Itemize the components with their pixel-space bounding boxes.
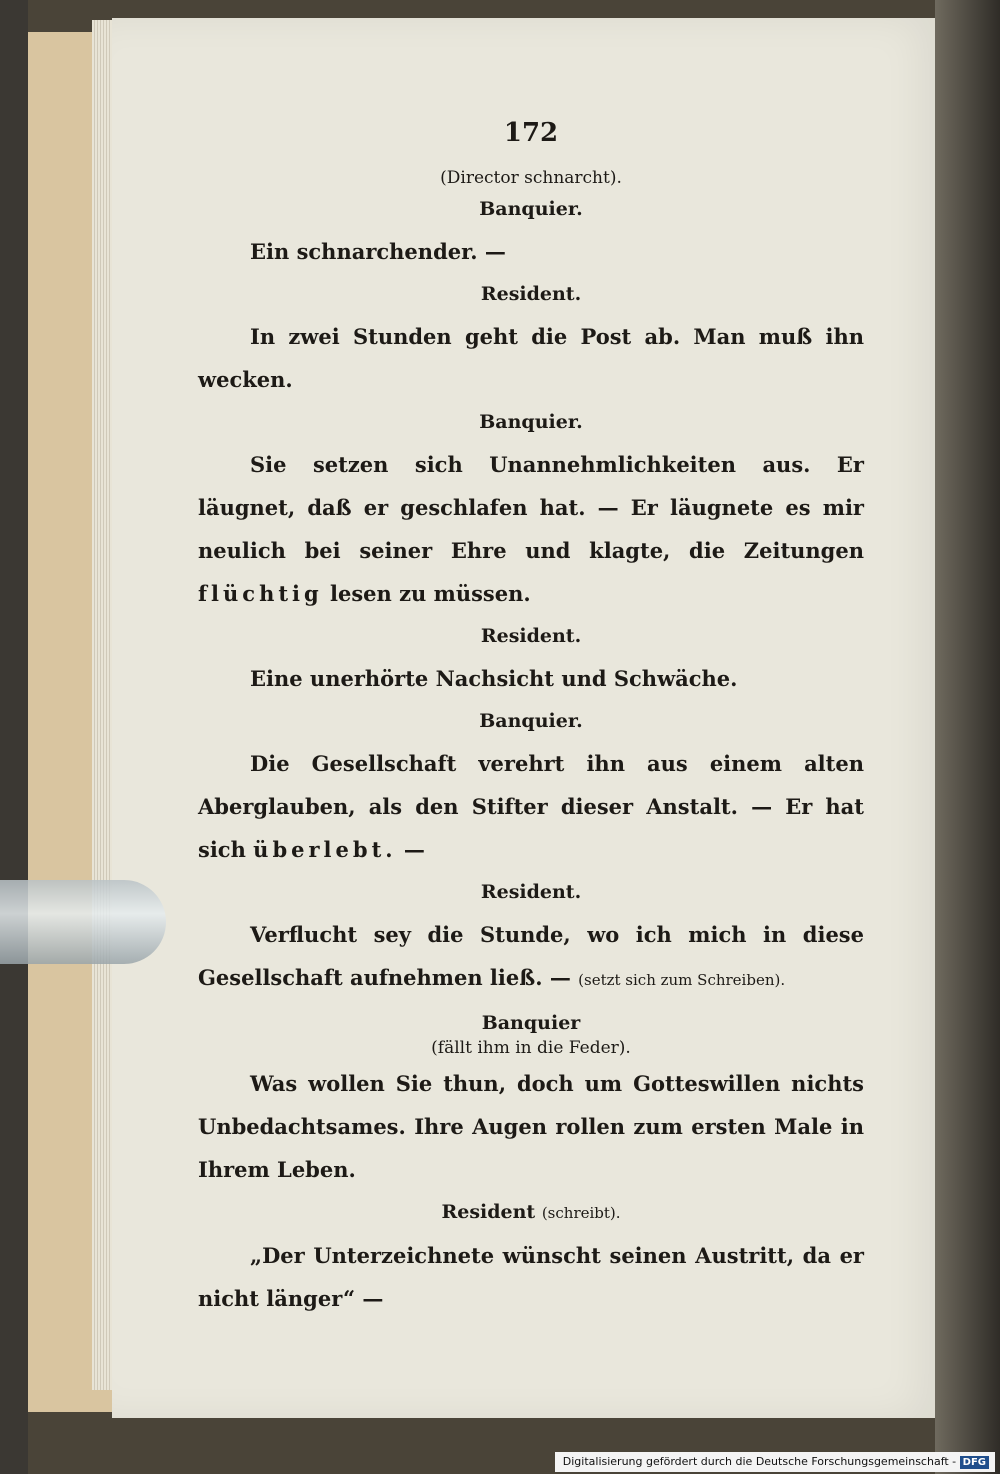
- speaker-name: Banquier: [481, 1012, 581, 1034]
- page-text: [198, 110, 864, 1320]
- digitization-footer: [555, 1452, 995, 1472]
- speaker-name: Resident: [441, 1201, 536, 1223]
- speaker-name: Banquier.: [479, 710, 583, 732]
- dialogue-line: Was wollen Sie thun, doch um Gotteswillen nichts Unbedachtsames. Ihre Augen rollen zum ersten Male in Ihrem Leben.: [198, 1071, 864, 1182]
- speaker-name: Resident.: [480, 881, 582, 903]
- speaker-name: Banquier.: [479, 411, 583, 433]
- dialogue-text: Verflucht sey die Stunde, wo ich mich in diese Gesellschaft aufnehmen ließ. —: [198, 922, 864, 990]
- stage-direction-inline: (schreibt).: [541, 1204, 621, 1222]
- emphasized-text: überlebt.: [253, 837, 397, 862]
- dialogue-line: „Der Unterzeichnete wünscht seinen Austritt, da er nicht länger“ —: [198, 1243, 864, 1311]
- stage-direction: (Director schnarcht).: [440, 168, 622, 188]
- emphasized-text: flüchtig: [198, 581, 323, 606]
- speaker-line: [198, 1191, 864, 1234]
- dialogue-line: [198, 742, 864, 871]
- stage-direction: (fällt ihm in die Feder).: [431, 1038, 631, 1058]
- dialogue-line: In zwei Stunden geht die Post ab. Man muß ihn wecken.: [198, 324, 864, 392]
- stage-direction-inline: (setzt sich zum Schreiben).: [578, 971, 786, 989]
- dialogue-text: Die Gesellschaft verehrt ihn aus einem alten Aberglauben, als den Stifter dieser Anstalt. — Er hat sich: [198, 751, 864, 862]
- dialogue-line: Ein schnarchender. —: [250, 239, 506, 264]
- dialogue-text: Sie setzen sich Unannehmlichkeiten aus. Er läugnet, daß er geschlafen hat. — Er läugnete es mir neulich bei seiner Ehre und klagte, die Zeitungen: [198, 452, 864, 563]
- dfg-logo: DFG: [960, 1456, 989, 1469]
- dialogue-line: Eine unerhörte Nachsicht und Schwäche.: [250, 666, 738, 691]
- book-spine: [935, 0, 1000, 1474]
- dialogue-text: —: [403, 837, 425, 862]
- dialogue-text: lesen zu müssen.: [330, 581, 531, 606]
- page-number: 172: [503, 118, 559, 148]
- page-clip: [0, 880, 166, 964]
- speaker-name: Banquier.: [479, 198, 583, 220]
- footer-text: Digitalisierung gefördert durch die Deutsche Forschungsgemeinschaft -: [562, 1455, 957, 1468]
- scanner-gutter: [0, 0, 28, 1474]
- speaker-name: Resident.: [480, 625, 582, 647]
- speaker-name: Resident.: [480, 283, 582, 305]
- dialogue-line: [198, 913, 864, 1002]
- dialogue-line: [198, 443, 864, 615]
